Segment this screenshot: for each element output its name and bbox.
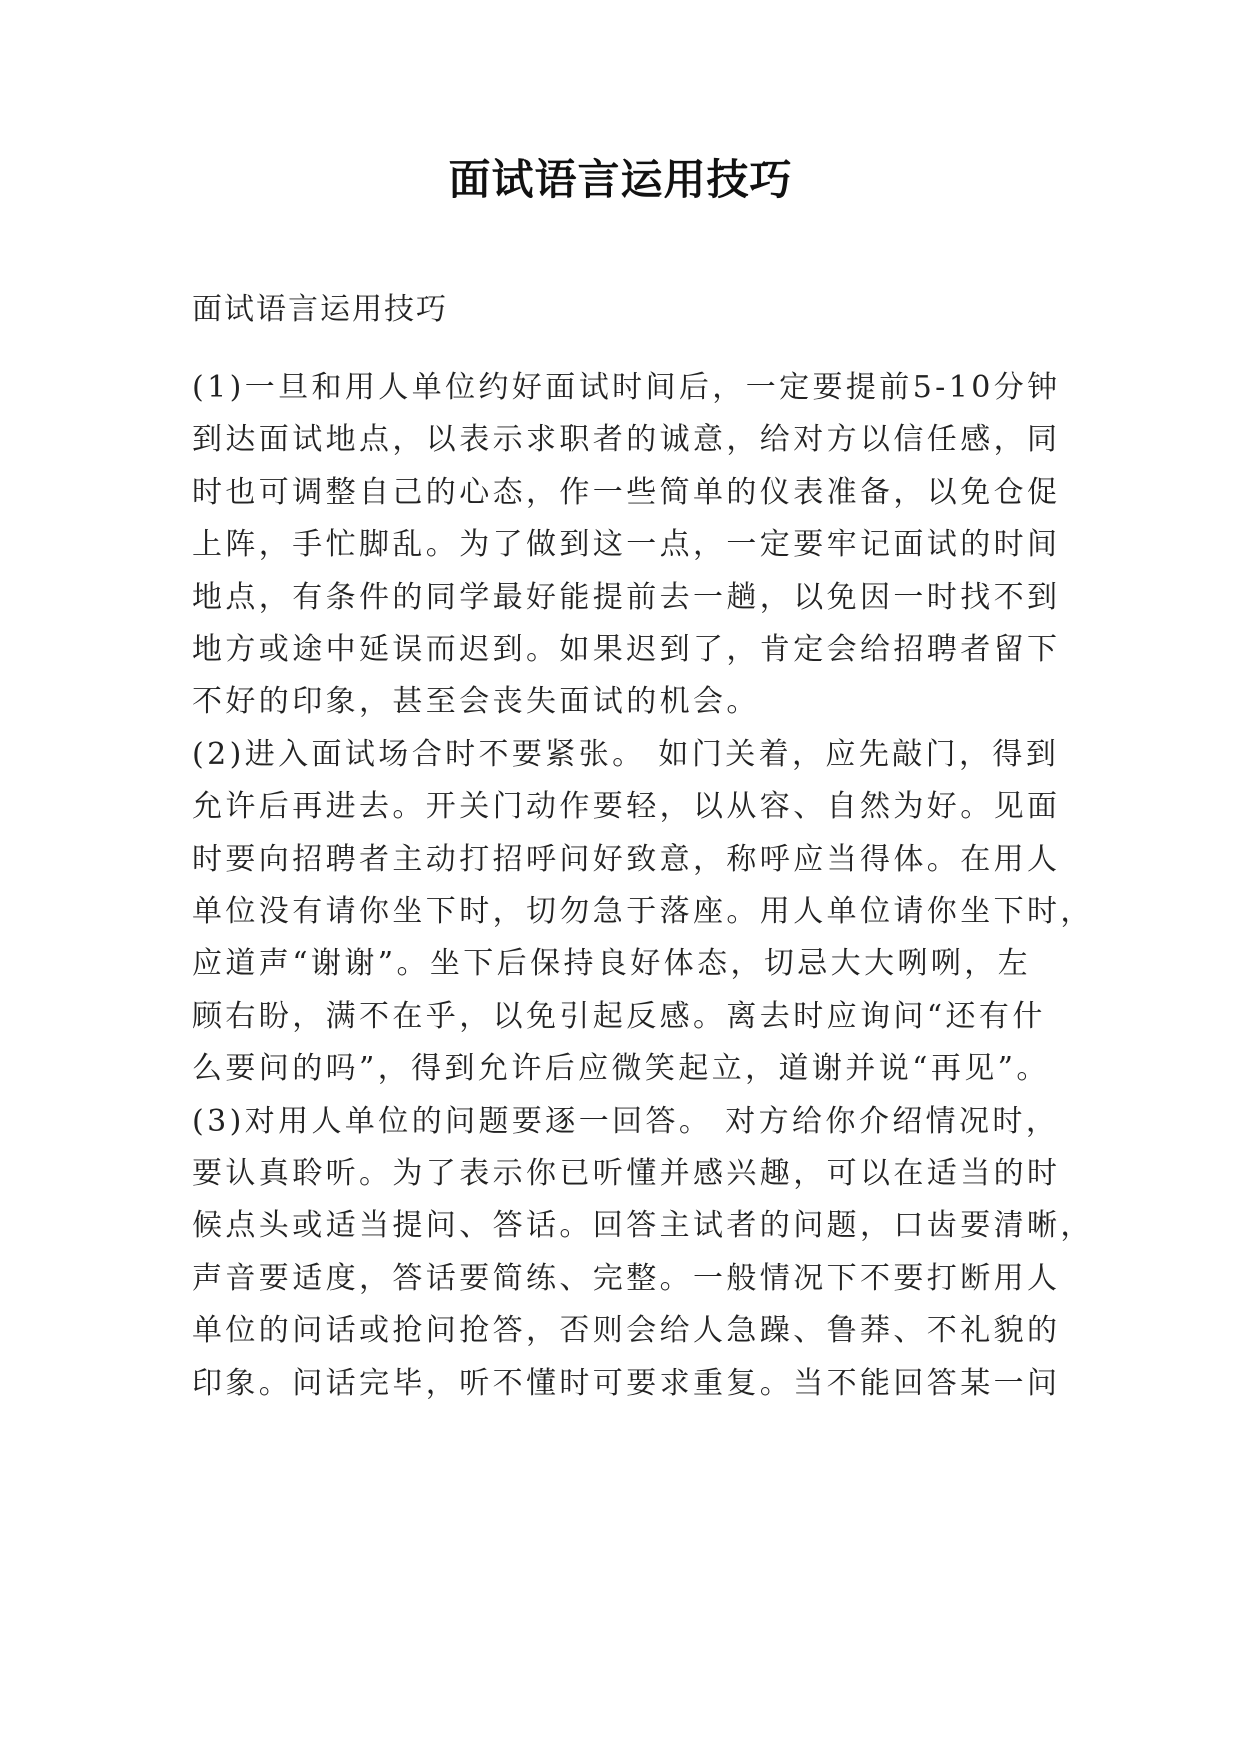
body-line: 候点头或适当提问、答话。回答主试者的问题，口齿要清晰， <box>192 1208 1094 1243</box>
body-line: (2)进入面试场合时不要紧张。 如门关着，应先敲门，得到 <box>192 737 1060 772</box>
document-subtitle: 面试语言运用技巧 <box>192 292 448 327</box>
body-line: 地方或途中延误而迟到。如果迟到了，肯定会给招聘者留下 <box>192 632 1061 667</box>
body-line: 到达面试地点，以表示求职者的诚意，给对方以信任感，同 <box>192 422 1061 457</box>
body-line: 不好的印象，甚至会丧失面试的机会。 <box>192 684 760 719</box>
body-line: 么要问的吗”，得到允许后应微笑起立，道谢并说“再见”。 <box>192 1051 1050 1086</box>
body-line: 单位没有请你坐下时，切勿急于落座。用人单位请你坐下时， <box>192 894 1094 929</box>
body-line: 印象。问话完毕，听不懂时可要求重复。当不能回答某一问 <box>192 1366 1061 1401</box>
body-line: 应道声“谢谢”。坐下后保持良好体态，切忌大大咧咧，左 <box>192 946 1032 981</box>
body-line: 单位的问话或抢问抢答，否则会给人急躁、鲁莽、不礼貌的 <box>192 1313 1061 1348</box>
body-line: (3)对用人单位的问题要逐一回答。 对方给你介绍情况时， <box>192 1104 1060 1139</box>
body-line: (1)一旦和用人单位约好面试时间后，一定要提前5-10分钟 <box>192 370 1061 405</box>
body-line: 上阵，手忙脚乱。为了做到这一点，一定要牢记面试的时间 <box>192 527 1061 562</box>
body-line: 允许后再进去。开关门动作要轻，以从容、自然为好。见面 <box>192 789 1061 824</box>
body-line: 顾右盼，满不在乎，以免引起反感。离去时应询问“还有什 <box>192 999 1046 1034</box>
body-line: 要认真聆听。为了表示你已听懂并感兴趣，可以在适当的时 <box>192 1156 1061 1191</box>
document-title: 面试语言运用技巧 <box>448 155 793 204</box>
body-line: 时要向招聘者主动打招呼问好致意，称呼应当得体。在用人 <box>192 842 1061 877</box>
body-line: 时也可调整自己的心态，作一些简单的仪表准备，以免仓促 <box>192 475 1061 510</box>
body-line: 地点，有条件的同学最好能提前去一趟，以免因一时找不到 <box>192 580 1061 615</box>
body-line: 声音要适度，答话要简练、完整。一般情况下不要打断用人 <box>192 1261 1061 1296</box>
